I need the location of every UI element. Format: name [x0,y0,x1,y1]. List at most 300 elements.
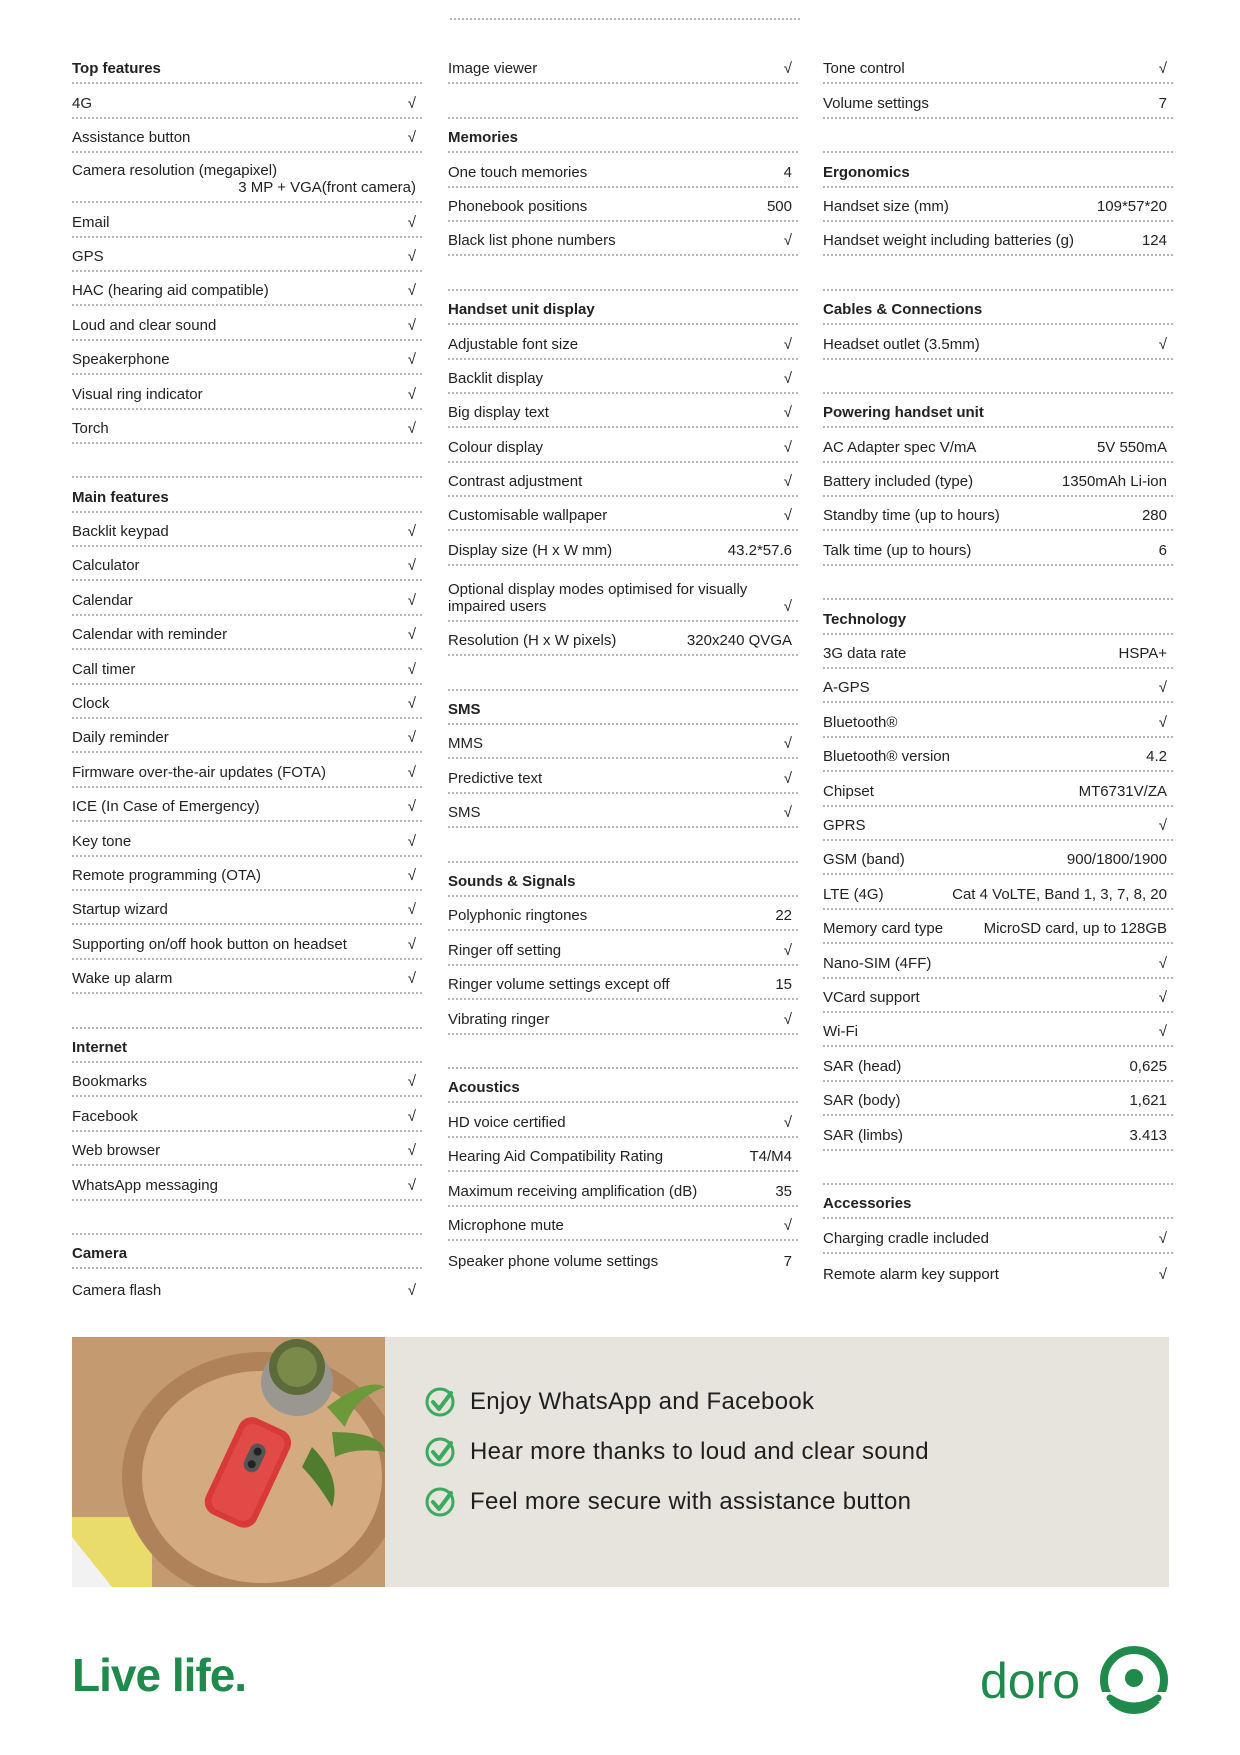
section-title: Memories [448,129,519,147]
spec-row [823,910,1173,944]
spec-row [823,222,1173,256]
spec-name: Speakerphone [72,351,170,369]
spec-name: Wi-Fi [823,1023,858,1041]
spec-name: Bluetooth® [823,713,898,731]
spec-row [823,669,1173,703]
spec-check: √ [783,60,792,78]
spec-name: Chipset [823,782,874,800]
spec-row [72,581,422,615]
spec-name: Torch [72,419,109,437]
spec-row [72,1097,422,1131]
section-title: Technology [823,610,907,628]
spec-name: VCard support [823,988,920,1006]
spacer-row [448,828,798,862]
spec-name: Optional display modes optimised for visually impaired users [448,580,748,615]
spec-check: √ [783,369,792,387]
spec-name: GSM (band) [823,851,905,869]
spec-value: 320x240 QVGA [686,632,792,650]
spec-name: Battery included (type) [823,473,974,491]
spec-name: One touch memories [448,163,588,181]
spec-row [823,188,1173,222]
spec-check: √ [783,507,792,525]
spec-name: Nano-SIM (4FF) [823,954,932,972]
section-heading [448,119,798,153]
spec-check: √ [783,1216,792,1234]
spec-check: √ [783,473,792,491]
spec-row [72,238,422,272]
spec-name: Resolution (H x W pixels) [448,632,617,650]
section-heading [823,394,1173,428]
spec-value: 5V 550mA [1096,438,1167,456]
spec-name: Calendar [72,591,133,609]
spec-check: √ [407,316,416,334]
spec-check: √ [407,1107,416,1125]
section-heading [448,291,798,325]
spec-row [823,84,1173,118]
spec-row [448,725,798,759]
spec-name: Talk time (up to hours) [823,541,972,559]
spec-name: WhatsApp messaging [72,1176,218,1194]
spec-name: Phonebook positions [448,197,588,215]
spec-row [72,547,422,581]
spec-value: T4/M4 [749,1148,792,1166]
spec-name: Image viewer [448,60,538,78]
spec-row [823,1116,1173,1150]
spec-check: √ [783,769,792,787]
logo-text: doro [980,1653,1081,1709]
spec-row [72,891,422,925]
section-heading [72,1235,422,1269]
spec-value: 3.413 [1129,1126,1167,1144]
spec-row [823,703,1173,737]
spec-row [448,497,798,531]
check-circle-icon [424,1486,456,1518]
spec-check: √ [407,523,416,541]
spec-name: Call timer [72,660,136,678]
spec-row [72,1132,422,1166]
spec-name: HAC (hearing aid compatible) [72,282,269,300]
section-heading [448,863,798,897]
spec-row [448,566,798,622]
spec-check: √ [1158,679,1167,697]
spec-name: Handset size (mm) [823,197,949,215]
spec-value: 7 [783,1253,792,1271]
spec-row [823,428,1173,462]
spec-row [448,1103,798,1137]
spec-value: 43.2*57.6 [727,541,792,559]
spec-row [72,203,422,237]
spec-check: √ [407,1142,416,1160]
spec-row [823,875,1173,909]
spec-check: √ [783,804,792,822]
spec-value: 15 [775,976,792,994]
spec-row [448,153,798,187]
spacer-row [72,444,422,478]
spec-name: Email [72,213,110,231]
spacer-row [72,1201,422,1235]
spec-name: GPRS [823,816,866,834]
spec-name: Charging cradle included [823,1229,989,1247]
spec-value: 500 [766,197,792,215]
spec-row [72,1166,422,1200]
spec-check: √ [783,735,792,753]
spec-check: √ [783,941,792,959]
spec-row [448,428,798,462]
spacer-row [823,119,1173,153]
spec-check: √ [783,232,792,250]
spec-row [72,788,422,822]
spec-value: 1350mAh Li-ion [1061,473,1167,491]
spec-name: ICE (In Case of Emergency) [72,798,260,816]
spec-value: HSPA+ [1118,645,1167,663]
spacer-row [448,1035,798,1069]
spec-check: √ [1158,60,1167,78]
section-heading [72,478,422,512]
section-title: SMS [448,701,481,719]
spec-name: Remote programming (OTA) [72,866,261,884]
spec-name: Facebook [72,1107,138,1125]
section-title: Acoustics [448,1079,520,1097]
spec-name: GPS [72,247,104,265]
spec-check: √ [783,438,792,456]
section-heading [72,1029,422,1063]
spec-row [823,635,1173,669]
spec-name: Backlit keypad [72,523,169,541]
spacer-row [823,1151,1173,1185]
spec-name: Black list phone numbers [448,232,616,250]
benefit-item [424,1477,929,1527]
spec-name: Contrast adjustment [448,473,583,491]
spec-value: MT6731V/ZA [1078,782,1167,800]
spec-check: √ [1158,954,1167,972]
spec-name: LTE (4G) [823,885,884,903]
spec-row [823,1082,1173,1116]
spec-row [823,979,1173,1013]
spec-row [448,463,798,497]
section-title: Main features [72,488,169,506]
spec-check: √ [407,729,416,747]
spec-row [448,1241,798,1275]
spec-name: 4G [72,94,93,112]
benefit-list [424,1377,929,1527]
feature-banner [72,1337,1169,1587]
spec-row [823,1254,1173,1288]
spec-row [448,966,798,1000]
section-title: Cables & Connections [823,301,983,319]
spec-row [72,1063,422,1097]
spec-row [72,410,422,444]
spec-name: Colour display [448,438,544,456]
spec-check: √ [407,626,416,644]
spec-value: 124 [1141,232,1167,250]
spacer-row [448,256,798,290]
spec-row [823,531,1173,565]
check-circle-icon [424,1386,456,1418]
spec-row [823,944,1173,978]
spec-row [823,325,1173,359]
spec-row [823,1219,1173,1253]
spec-name: Display size (H x W mm) [448,541,613,559]
spec-row [448,1000,798,1034]
spec-row [823,807,1173,841]
spec-row [448,897,798,931]
spec-name: AC Adapter spec V/mA [823,438,977,456]
spec-name: MMS [448,735,483,753]
spec-check: √ [407,385,416,403]
spec-name: Vibrating ringer [448,1010,550,1028]
spec-row [72,119,422,153]
spec-check: √ [1158,713,1167,731]
spec-row [823,50,1173,84]
spec-check: √ [407,247,416,265]
spec-value: Cat 4 VoLTE, Band 1, 3, 7, 8, 20 [952,885,1167,903]
spec-row [448,1138,798,1172]
spec-name: Predictive text [448,769,543,787]
spec-check: √ [407,129,416,147]
benefit-text: Hear more thanks to loud and clear sound [470,1438,929,1465]
spec-name: Calculator [72,557,140,575]
spacer-row [823,360,1173,394]
spec-row [72,685,422,719]
spec-name: SAR (limbs) [823,1126,904,1144]
spec-row [448,794,798,828]
spec-name: Daily reminder [72,729,169,747]
spec-name: Maximum receiving amplification (dB) [448,1182,698,1200]
spec-check: √ [407,866,416,884]
spec-row [823,772,1173,806]
spec-row [823,738,1173,772]
spec-row [72,84,422,118]
spec-column-3 [823,50,1173,1288]
spec-row [72,719,422,753]
spec-name: Wake up alarm [72,970,173,988]
section-title: Camera [72,1245,128,1263]
spec-name: SMS [448,804,481,822]
section-heading [823,291,1173,325]
spec-name: SAR (body) [823,1092,901,1110]
spec-name: Firmware over-the-air updates (FOTA) [72,763,326,781]
spec-value: 4 [783,163,792,181]
spec-check: √ [407,1176,416,1194]
spec-name: Bluetooth® version [823,748,950,766]
spec-check: √ [407,591,416,609]
spec-check: √ [407,557,416,575]
spec-check: √ [783,1010,792,1028]
tagline: Live life. [72,1649,247,1701]
spec-name: Adjustable font size [448,335,579,353]
spec-check: √ [407,1281,416,1299]
spec-row [448,325,798,359]
spec-row [72,1269,422,1303]
spec-name: Volume settings [823,94,929,112]
spec-row [448,188,798,222]
spec-name: Big display text [448,404,549,422]
spec-row [72,272,422,306]
spec-check: √ [407,832,416,850]
benefit-item [424,1427,929,1477]
spec-row [72,616,422,650]
spec-check: √ [407,660,416,678]
spec-value: 35 [775,1182,792,1200]
check-circle-icon [424,1436,456,1468]
spec-value: MicroSD card, up to 128GB [983,920,1167,938]
spec-name: Tone control [823,60,905,78]
spec-value: 6 [1158,541,1167,559]
section-title: Ergonomics [823,163,910,181]
spec-name: Calendar with reminder [72,626,228,644]
spec-value: 280 [1141,507,1167,525]
spec-row [448,360,798,394]
spec-row [448,531,798,565]
spacer-row [448,84,798,118]
spec-row [448,931,798,965]
spacer-row [72,994,422,1028]
spec-name: Camera flash [72,1281,162,1299]
spec-row [72,650,422,684]
spec-check: √ [1158,335,1167,353]
spec-check: √ [407,419,416,437]
section-title: Handset unit display [448,301,595,319]
spec-row [72,857,422,891]
spec-name: Speaker phone volume settings [448,1253,659,1271]
spec-check: √ [407,935,416,953]
section-title: Sounds & Signals [448,872,576,890]
spec-name: Standby time (up to hours) [823,507,1000,525]
benefit-text: Feel more secure with assistance button [470,1488,912,1515]
spec-name: Ringer volume settings except off [448,976,670,994]
spec-value: 3 MP + VGA(front camera) [238,179,416,197]
spec-name: Camera resolution (megapixel) [72,162,278,180]
section-title: Powering handset unit [823,404,984,422]
spec-row [448,622,798,656]
spacer-row [823,256,1173,290]
spec-value: 109*57*20 [1096,197,1167,215]
spec-name: Polyphonic ringtones [448,907,588,925]
spec-row [72,753,422,787]
spec-name: Handset weight including batteries (g) [823,232,1074,250]
spec-column-1 [72,50,422,1304]
spec-name: Web browser [72,1142,161,1160]
section-heading [823,1185,1173,1219]
spec-check: √ [783,597,792,615]
spec-check: √ [1158,1023,1167,1041]
spec-row [823,1013,1173,1047]
spec-name: Microphone mute [448,1216,564,1234]
spec-row [448,222,798,256]
spec-row [72,513,422,547]
spec-check: √ [407,695,416,713]
section-heading [823,153,1173,187]
spec-name: Visual ring indicator [72,385,203,403]
spec-check: √ [1158,816,1167,834]
spec-row [72,306,422,340]
spec-name: Startup wizard [72,901,168,919]
spec-name: Ringer off setting [448,941,562,959]
spec-check: √ [407,282,416,300]
section-heading [448,691,798,725]
spec-check: √ [407,1073,416,1091]
spec-name: Key tone [72,832,132,850]
spec-row [72,822,422,856]
section-title: Accessories [823,1195,912,1213]
spec-name: Customisable wallpaper [448,507,608,525]
spec-check: √ [407,970,416,988]
section-title: Top features [72,60,161,78]
benefit-item [424,1377,929,1427]
spec-value: 4.2 [1146,748,1167,766]
spec-value: 22 [775,907,792,925]
spacer-row [823,566,1173,600]
spec-name: HD voice certified [448,1113,566,1131]
spec-name: Backlit display [448,369,544,387]
spec-row [72,341,422,375]
spec-row [72,375,422,409]
spec-check: √ [1158,1266,1167,1284]
top-divider [450,18,800,20]
section-heading [72,50,422,84]
spec-row [448,1207,798,1241]
spec-check: √ [1158,988,1167,1006]
spec-check: √ [407,798,416,816]
spec-check: √ [783,404,792,422]
spec-name: Clock [72,695,110,713]
spec-value: 1,621 [1129,1092,1167,1110]
spec-name: 3G data rate [823,645,907,663]
spec-column-2 [448,50,798,1275]
spec-row [72,925,422,959]
spec-check: √ [407,94,416,112]
spec-row [448,1172,798,1206]
product-photo [72,1337,385,1587]
spec-value: 7 [1158,94,1167,112]
spec-check: √ [407,901,416,919]
doro-logo [980,1640,1170,1720]
spec-check: √ [1158,1229,1167,1247]
spec-check: √ [407,351,416,369]
spec-name: SAR (head) [823,1057,902,1075]
spec-name: Remote alarm key support [823,1266,999,1284]
spec-check: √ [407,763,416,781]
section-heading [448,1069,798,1103]
benefit-text: Enjoy WhatsApp and Facebook [470,1388,815,1415]
section-title: Internet [72,1038,128,1056]
spec-row [823,463,1173,497]
spec-row [823,497,1173,531]
spec-name: Assistance button [72,129,191,147]
spec-name: Bookmarks [72,1073,148,1091]
section-heading [823,600,1173,634]
spec-row [448,759,798,793]
spec-name: Hearing Aid Compatibility Rating [448,1148,664,1166]
spacer-row [448,656,798,690]
spec-name: Loud and clear sound [72,316,217,334]
spec-row [448,50,798,84]
spec-row [72,153,422,203]
spec-row [448,394,798,428]
spec-row [72,960,422,994]
spec-name: Memory card type [823,920,944,938]
spec-row [823,1047,1173,1081]
spec-value: 900/1800/1900 [1066,851,1167,869]
spec-row [823,841,1173,875]
spec-name: A-GPS [823,679,870,697]
spec-name: Headset outlet (3.5mm) [823,335,980,353]
spec-check: √ [783,1113,792,1131]
spec-check: √ [783,335,792,353]
spec-name: Supporting on/off hook button on headset [72,935,347,953]
spec-value: 0,625 [1129,1057,1167,1075]
spec-check: √ [407,213,416,231]
